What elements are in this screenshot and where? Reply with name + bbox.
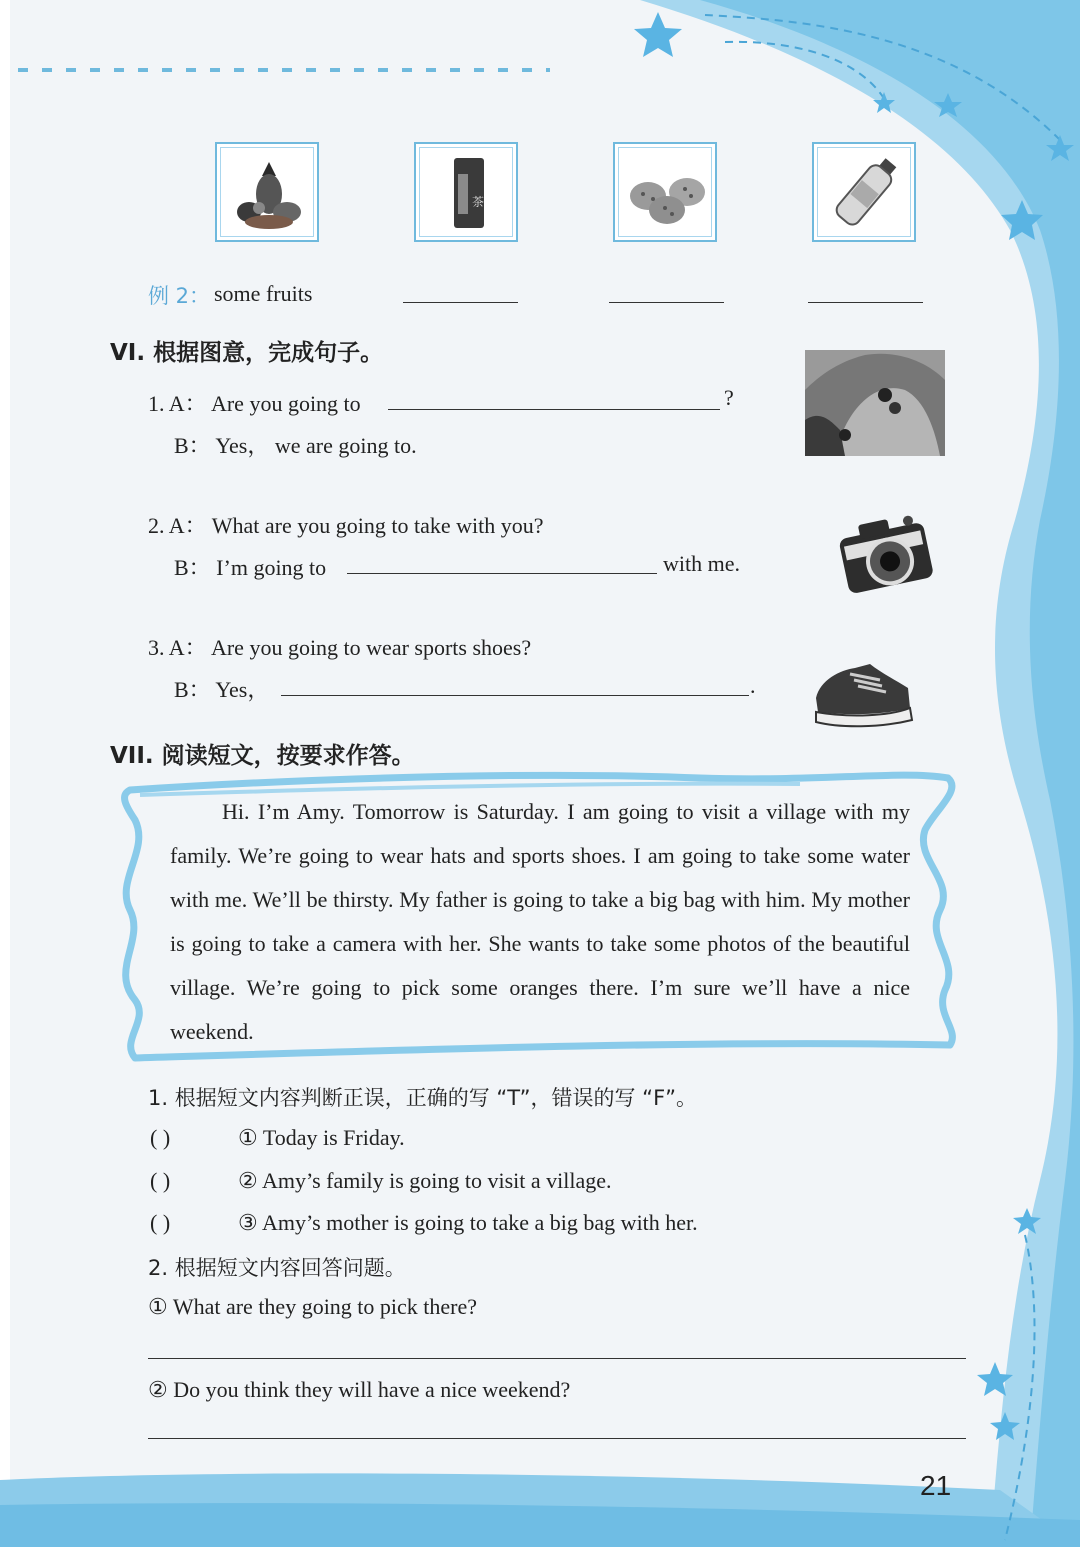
water-bottle-image bbox=[812, 142, 916, 242]
tf-statement-3: ③ Amy’s mother is going to take a big bag with her. bbox=[238, 1210, 698, 1235]
part2-instruction: 2. 根据短文内容回答问题。 bbox=[148, 1256, 406, 1280]
tea-can-image bbox=[414, 142, 518, 242]
example-label: 例 2： bbox=[148, 284, 211, 308]
tf-statement-1: ① Today is Friday. bbox=[238, 1125, 405, 1150]
part2-answer-line-2[interactable] bbox=[148, 1438, 966, 1439]
fruits-image bbox=[215, 142, 319, 242]
q3-b: B： Yes， bbox=[174, 677, 270, 702]
q1-blank[interactable] bbox=[388, 409, 720, 410]
answer-blank-3[interactable] bbox=[808, 302, 923, 303]
q3-blank[interactable] bbox=[281, 695, 749, 696]
q2-blank[interactable] bbox=[347, 573, 657, 574]
page-number: 21 bbox=[920, 1470, 952, 1501]
q1-a: 1. A： Are you going to bbox=[148, 391, 361, 416]
passage-text: Hi. I’m Amy. Tomorrow is Saturday. I am going to visit a village with my family. We’re going to wear hats and sports shoes. I am going to take some water with me. We’ll be thirsty. My father is going to take a big bag with him. My mother is going to take a camera with her. She wants to take some photos of the beautiful village. We’re going to pick some oranges there. I’m sure we’ll have a nice weekend. bbox=[170, 799, 910, 1044]
q1-a-end: ? bbox=[724, 385, 734, 410]
sports-shoe-icon bbox=[810, 650, 916, 730]
fruits-icon bbox=[217, 144, 321, 244]
reading-passage bbox=[170, 790, 910, 1054]
example-answer: some fruits bbox=[214, 281, 313, 306]
cookies-image bbox=[613, 142, 717, 242]
part2-question-1: ① What are they going to pick there? bbox=[148, 1294, 478, 1319]
mountain-photo-icon bbox=[805, 350, 945, 456]
tf-statement-2: ② Amy’s family is going to visit a village. bbox=[238, 1168, 612, 1193]
q3-b-end: . bbox=[750, 673, 756, 698]
q2-b: B： I’m going to bbox=[174, 555, 327, 580]
water-bottle-icon bbox=[814, 144, 918, 244]
tf-paren-2[interactable]: ( ) bbox=[150, 1168, 171, 1193]
answer-blank-2[interactable] bbox=[609, 302, 724, 303]
tea-can-icon bbox=[416, 144, 520, 244]
section-7-heading: VII. 阅读短文，按要求作答。 bbox=[110, 743, 415, 769]
section-6-heading: VI. 根据图意，完成句子。 bbox=[110, 340, 384, 366]
q1-b: B： Yes， we are going to. bbox=[174, 433, 417, 458]
part2-question-2: ② Do you think they will have a nice weekend? bbox=[148, 1377, 571, 1402]
tf-paren-1[interactable]: ( ) bbox=[150, 1125, 171, 1150]
q3-a: 3. A： Are you going to wear sports shoes? bbox=[148, 635, 532, 660]
part1-instruction: 1. 根据短文内容判断正误，正确的写 “T”，错误的写 “F”。 bbox=[148, 1086, 698, 1110]
q2-a: 2. A： What are you going to take with you? bbox=[148, 513, 544, 538]
svg-text:茶: 茶 bbox=[472, 195, 485, 209]
part2-answer-line-1[interactable] bbox=[148, 1358, 966, 1359]
cookies-icon bbox=[615, 144, 719, 244]
q2-b-end: with me. bbox=[663, 551, 740, 576]
camera-icon bbox=[836, 508, 936, 596]
answer-blank-1[interactable] bbox=[403, 302, 518, 303]
tf-paren-3[interactable]: ( ) bbox=[150, 1210, 171, 1235]
